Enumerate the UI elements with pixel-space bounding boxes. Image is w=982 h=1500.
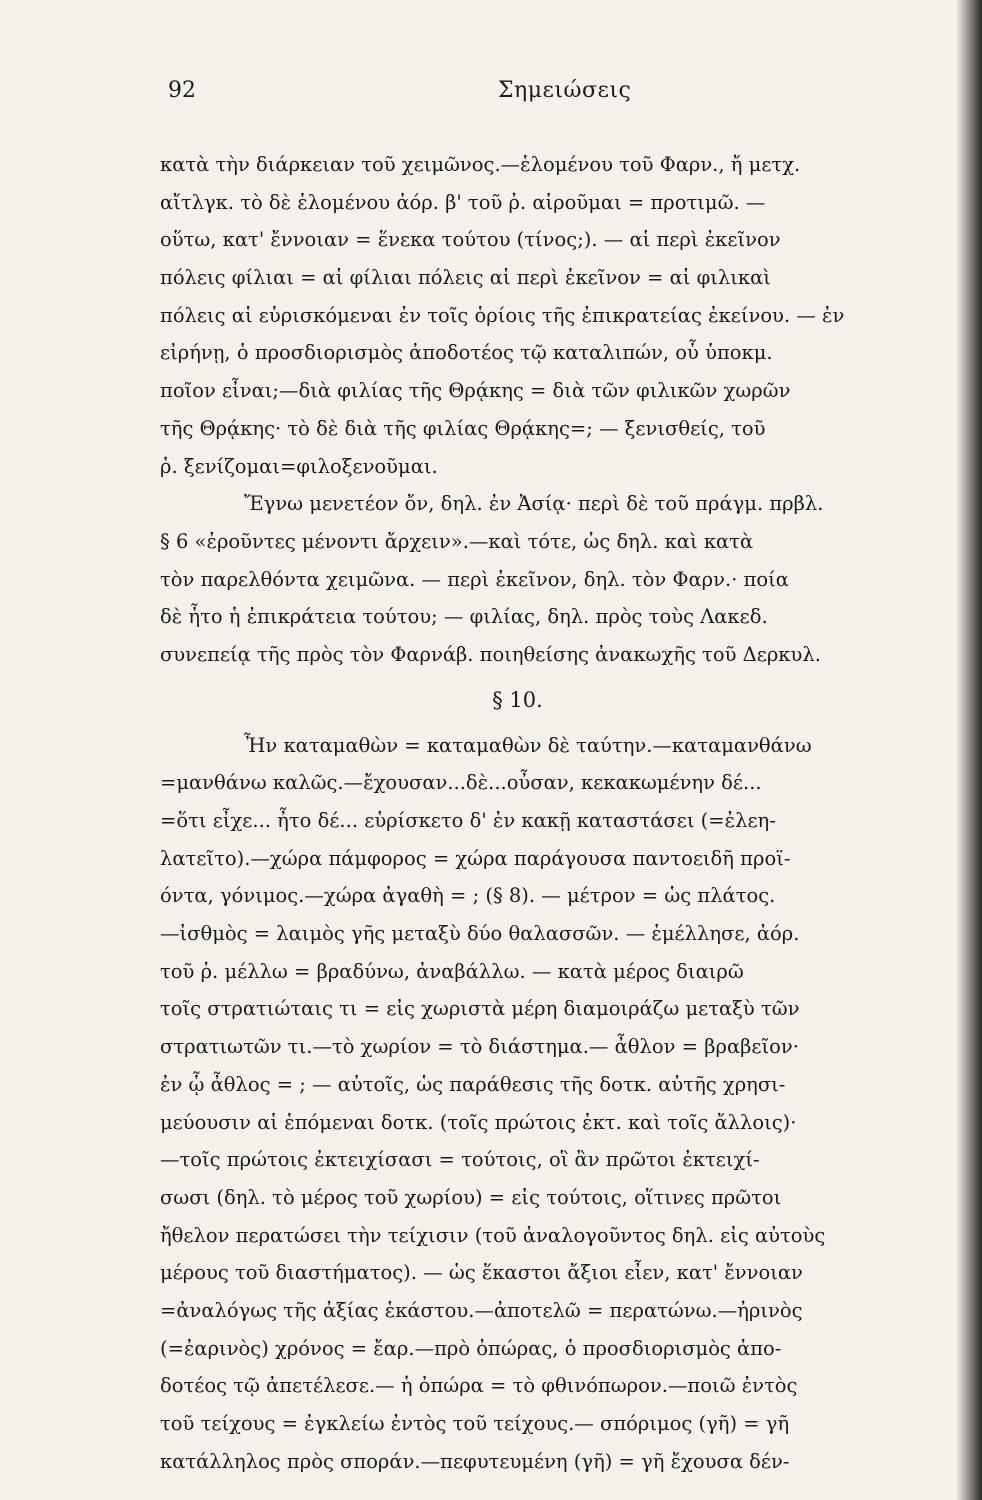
- text-line: κατάλληλος πρὸς σποράν.—πεφυτευμένη (γῆ) = γῆ ἔχουσα δέν-: [160, 1449, 790, 1473]
- text-line: μεύουσιν αἱ ἑπόμεναι δοτκ. (τοῖς πρώτοις ἐκτ. καὶ τοῖς ἄλλοις)·: [160, 1110, 797, 1134]
- text-line: σωσι (δηλ. τὸ μέρος τοῦ χωρίου) = εἰς τούτοις, οἵτινες πρῶτοι: [160, 1185, 782, 1209]
- text-line: αἴτλγκ. τὸ δὲ ἑλομένου ἀόρ. β' τοῦ ῥ. αἱροῦμαι = προτιμῶ. —: [160, 190, 766, 214]
- text-line: =ἀναλόγως τῆς ἀξίας ἑκάστου.—ἀποτελῶ = περατώνω.—ἠρινὸς: [160, 1298, 803, 1322]
- text-line: δὲ ἦτο ἡ ἐπικράτεια τούτου; — φιλίας, δηλ. πρὸς τοὺς Λακεδ.: [160, 605, 768, 629]
- text-line: τῆς Θρᾴκης· τὸ δὲ διὰ τῆς φιλίας Θρᾴκης=; — ξενισθείς, τοῦ: [160, 416, 766, 440]
- text-line: τοῦ ῥ. μέλλω = βραδύνω, ἀναβάλλω. — κατὰ μέρος διαιρῶ: [160, 959, 744, 983]
- text-line: =μανθάνω καλῶς.—ἔχουσαν...δὲ...οὖσαν, κεκακωμένην δέ...: [160, 771, 762, 795]
- running-head-title: Σημειώσεις: [498, 78, 632, 103]
- text-line: ἐν ᾧ ἆθλος = ; — αὐτοῖς, ὡς παράθεσις τῆς δοτκ. αὐτῆς χρησι-: [160, 1072, 786, 1096]
- text-line: όντα, γόνιμος.—χώρα ἀγαθὴ = ; (§ 8). — μέτρον = ὡς πλάτος.: [160, 884, 776, 908]
- page-number: 92: [168, 78, 196, 103]
- text-line: ποῖον εἶναι;—διὰ φιλίας τῆς Θρᾴκης = διὰ τῶν φιλικῶν χωρῶν: [160, 379, 791, 403]
- text-line: εἰρήνῃ, ὁ προσδιορισμὸς ἀποδοτέος τῷ καταλιπών, οὗ ὑποκμ.: [160, 341, 773, 365]
- text-line: κατὰ τὴν διάρκειαν τοῦ χειμῶνος.—ἑλομένου τοῦ Φαρν., ἤ μετχ.: [160, 153, 801, 176]
- notes-body: [160, 146, 935, 1480]
- text-line: (=ἐαρινὸς) χρόνος = ἔαρ.—πρὸ ὀπώρας, ὁ προσδιορισμὸς ἀπο-: [160, 1336, 782, 1360]
- page-header: [168, 78, 928, 114]
- text-line: Ἦν καταμαθὼν = καταμαθὼν δὲ ταύτην.—καταμανθάνω: [244, 733, 812, 757]
- text-line: τοῦ τείχους = ἐγκλείω ἐντὸς τοῦ τείχους.— σπόριμος (γῆ) = γῆ: [160, 1412, 790, 1435]
- section-heading: § 10.: [492, 687, 543, 712]
- text-line: § 6 «ἐροῦντες μένοντι ἄρχειν».—καὶ τότε, ὡς δηλ. καὶ κατὰ: [160, 529, 754, 553]
- text-line: οὕτω, κατ' ἔννοιαν = ἕνεκα τούτου (τίνος;). — αἱ περὶ ἐκεῖνον: [160, 228, 781, 252]
- text-line: μέρους τοῦ διαστήματος). — ὡς ἕκαστοι ἄξιοι εἶεν, κατ' ἔννοιαν: [160, 1261, 803, 1285]
- text-line: τοῖς στρατιώταις τι = εἰς χωριστὰ μέρη διαμοιράζω μεταξὺ τῶν: [160, 997, 800, 1021]
- text-line: λατεῖτο).—χώρα πάμφορος = χώρα παράγουσα παντοειδῆ προϊ-: [160, 846, 791, 870]
- page-edge-shadow: [956, 0, 982, 1500]
- text-line: στρατιωτῶν τι.—τὸ χωρίον = τὸ διάστημα.— ἆθλον = βραβεῖον·: [160, 1035, 799, 1059]
- text-line: πόλεις αἱ εὑρισκόμεναι ἐν τοῖς ὁρίοις τῆς ἐπικρατείας ἐκείνου. — ἐν: [160, 303, 845, 327]
- text-line: =ὅτι εἶχε... ἦτο δέ... εὑρίσκετο δ' ἐν κακῇ καταστάσει (=ἐλεη-: [160, 809, 776, 832]
- text-line: Ἔγνω μενετέον ὄν, δηλ. ἐν Ἀσίᾳ· περὶ δὲ τοῦ πράγμ. πρβλ.: [244, 492, 824, 516]
- text-line: δοτέος τῷ ἀπετέλεσε.— ἡ ὀπώρα = τὸ φθινόπωρον.—ποιῶ ἐντὸς: [160, 1374, 798, 1398]
- text-line: τὸν παρελθόντα χειμῶνα. — περὶ ἐκεῖνον, δηλ. τὸν Φαρν.· ποία: [160, 567, 789, 591]
- text-line: πόλεις φίλιαι = αἱ φίλιαι πόλεις αἱ περὶ ἐκεῖνον = αἱ φιλικαὶ: [160, 266, 771, 290]
- text-line: —τοῖς πρώτοις ἐκτειχίσασι = τούτοις, οἳ ἂν πρῶτοι ἐκτειχί-: [160, 1148, 760, 1172]
- text-line: ῥ. ξενίζομαι=φιλοξενοῦμαι.: [160, 454, 438, 478]
- text-line: ἤθελον περατώσει τὴν τείχισιν (τοῦ ἀναλογοῦντος δηλ. εἰς αὐτοὺς: [160, 1223, 826, 1247]
- text-line: —ἰσθμὸς = λαιμὸς γῆς μεταξὺ δύο θαλασσῶν. — ἐμέλλησε, ἀόρ.: [160, 922, 800, 946]
- text-line: συνεπείᾳ τῆς πρὸς τὸν Φαρνάβ. ποιηθείσης ἀνακωχῆς τοῦ Δερκυλ.: [160, 642, 821, 666]
